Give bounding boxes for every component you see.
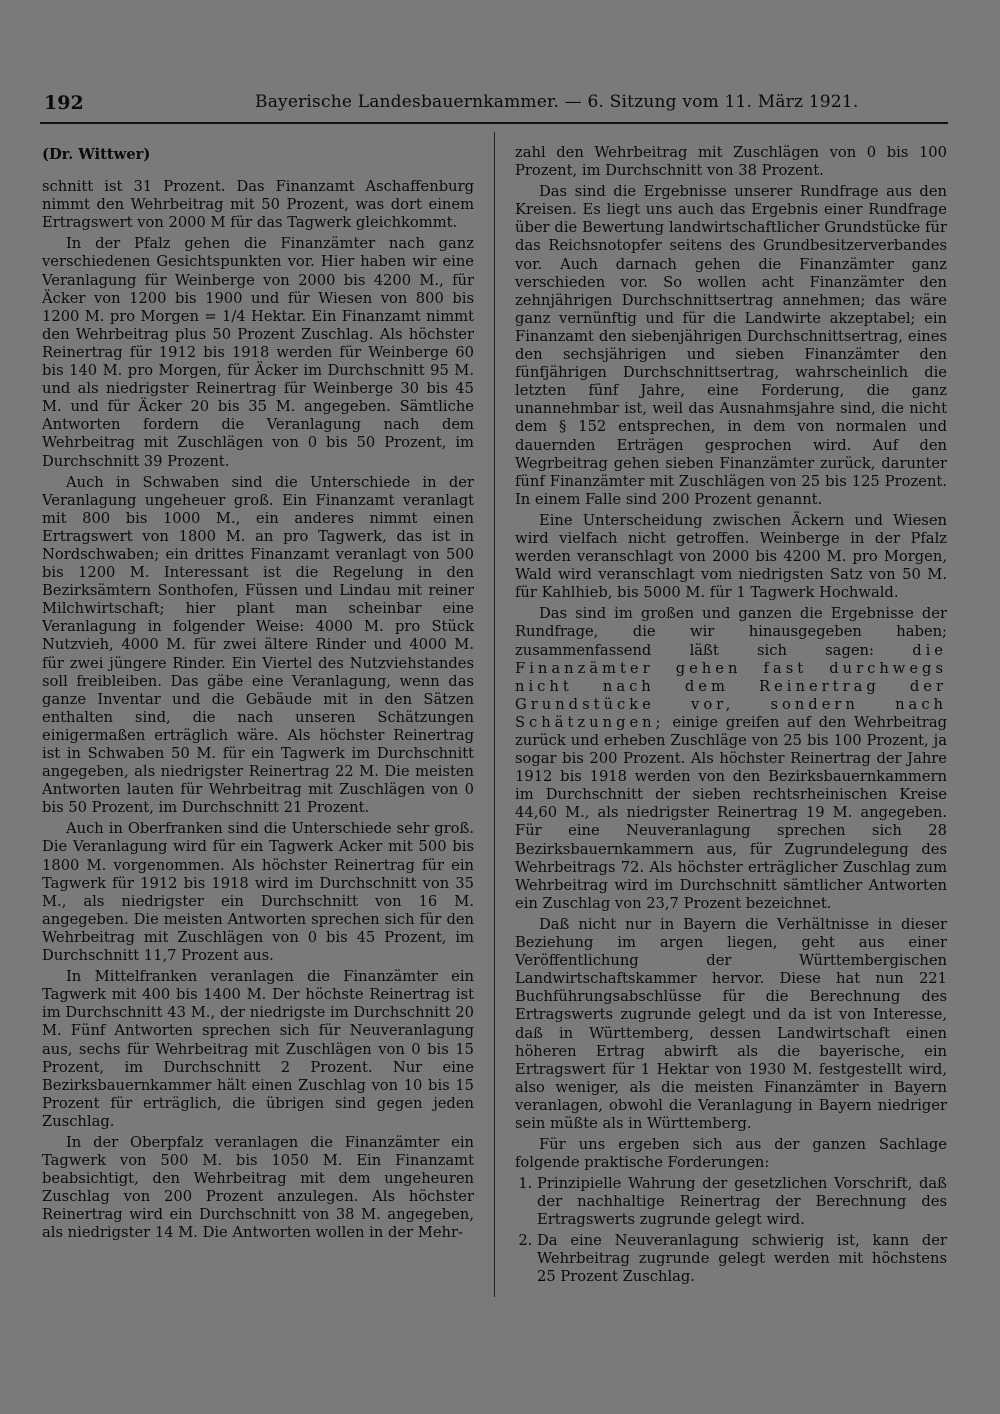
running-title: Bayerische Landesbauernkammer. — 6. Sitzung vom 11. März 1921. <box>255 92 859 112</box>
demands-list <box>515 1175 947 1286</box>
paragraph-text: einige greifen auf den Wehrbeitrag zurück und erheben Zuschläge von 25 bis 100 Prozent, ja sogar bis 200 Prozent. Als höchster Reinertrag der Jahre 1912 bis 1918 werden von den Bezirksbauernkammern im Durchschnitt der sieben rechtsrheinischen Kreise 44,60 M., als niedrigster Reinertrag 19 M. angegeben. Für eine Neuveranlagung sprechen sich 28 Bezirksbauernkammern aus, für Zugrundelegung des Wehrbeitrags 72. Als höchster erträglicher Zuschlag zum Wehrbeitrag wird im Durchschnitt sämtlicher Antworten ein Zuschlag von 23,7 Prozent bezeichnet. <box>515 713 947 912</box>
paragraph: Auch in Oberfranken sind die Unterschiede sehr groß. Die Veranlagung wird für ein Tagwerk Acker mit 500 bis 1800 M. vorgenommen. Als höchster Reinertrag für ein Tagwerk für 1912 bis 1918 wird im Durchschnitt von 35 M., als niedrigster ein Durchschnitt von 16 M. angegeben. Die meisten Antworten sprechen sich für den Wehrbeitrag mit Zuschlägen von 0 bis 45 Prozent, im Durchschnitt 11,7 Prozent aus. <box>42 820 474 965</box>
emphasized-text: die Finanzämter gehen fast durchwegs nicht nach dem Reinertrag der Grundstücke vor, sondern nach Schätzungen; <box>515 641 947 731</box>
paragraph: In der Pfalz gehen die Finanzämter nach ganz verschiedenen Gesichtspunkten vor. Hier haben wir eine Veranlagung für Weinberge von 2000 bis 4200 M., für Äcker von 1200 bis 1900 und für Wiesen von 800 bis 1200 M. pro Morgen = 1/4 Hektar. Ein Finanzamt nimmt den Wehrbeitrag plus 50 Prozent Zuschlag. Als höchster Reinertrag für 1912 bis 1918 werden für Weinberge 60 bis 140 M. pro Morgen, für Äcker im Durchschnitt 95 M. und als niedrigster Reinertrag für Weinberge 30 bis 45 M. und für Äcker 20 bis 35 M. angegeben. Sämtliche Antworten fordern die Veranlagung nach dem Wehrbeitrag mit Zuschlägen von 0 bis 50 Prozent, im Durchschnitt 39 Prozent. <box>42 235 474 470</box>
list-item: 2. Da eine Neuveranlagung schwierig ist, kann der Wehrbeitrag zugrunde gelegt werden mit höchstens 25 Prozent Zuschlag. <box>537 1232 947 1286</box>
paragraph: Auch in Schwaben sind die Unterschiede in der Veranlagung ungeheuer groß. Ein Finanzamt veranlagt mit 800 bis 1000 M., ein anderes nimmt einen Ertragswert von 1800 M. an pro Tagwerk, das ist in Nordschwaben; ein drittes Finanzamt veranlagt von 500 bis 1200 M. Interessant ist die Regelung in den Bezirksämtern Sonthofen, Füssen und Lindau mit reiner Milchwirtschaft; hier plant man scheinbar eine Veranlagung in folgender Weise: 4000 M. pro Stück Nutzvieh, 4000 M. für zwei ältere Rinder und 4000 M. für zwei jüngere Rinder. Ein Viertel des Nutzviehstandes soll freibleiben. Das gäbe eine Veranlagung, wenn das ganze Inventar und die Gebäude mit in den Sätzen enthalten sind, die nach unseren Schätzungen einigermaßen erträglich wäre. Als höchster Reinertrag ist in Schwaben 50 M. für ein Tagwerk im Durchschnitt angegeben, als niedrigster Reinertrag 22 M. Die meisten Antworten lauten für Wehrbeitrag mit Zuschlägen von 0 bis 50 Prozent, im Durchschnitt 21 Prozent. <box>42 473 474 817</box>
paragraph: schnitt ist 31 Prozent. Das Finanzamt Aschaffenburg nimmt den Wehrbeitrag mit 50 Prozent, was dort einem Ertragswert von 2000 M für das Tagwerk gleichkommt. <box>42 178 474 232</box>
page-header <box>40 92 946 118</box>
paragraph: Das sind die Ergebnisse unserer Rundfrage aus den Kreisen. Es liegt uns auch das Ergebnis einer Rundfrage über die Bewertung landwirtschaftlicher Grundstücke für das Reichsnotopfer seitens des Grundbesitzerverbandes vor. Auch darnach gehen die Finanzämter ganz verschieden vor. So wollen acht Finanzämter den zehnjährigen Durchschnittsertrag annehmen; das wäre ganz vernünftig und für die Landwirte akzeptabel; ein Finanzamt den siebenjährigen Durchschnittsertrag, eines den sechsjährigen und sieben Finanzämter den fünfjährigen Durchschnittsertrag, wahrscheinlich die letzten fünf Jahre, eine Forderung, die ganz unannehmbar ist, weil das Ausnahmsjahre sind, die nicht dem § 152 entsprechen, in dem von normalen und dauernden Erträgen gesprochen wird. Auf den Wegrbeitrag gehen sieben Finanzämter zurück, darunter fünf Finanzämter mit Zuschlägen von 25 bis 125 Prozent. In einem Falle sind 200 Prozent genannt. <box>515 183 947 508</box>
right-column <box>515 144 947 1294</box>
paragraph: In der Oberpfalz veranlagen die Finanzämter ein Tagwerk von 500 M. bis 1050 M. Ein Finanzamt beabsichtigt, den Wehrbeitrag mit dem ungeheuren Zuschlag von 200 Prozent anzulegen. Als höchster Reinertrag wird ein Durchschnitt von 38 M. angegeben, als niedrigster 14 M. Die Antworten wollen in der Mehr- <box>42 1133 474 1242</box>
list-item: 1. Prinzipielle Wahrung der gesetzlichen Vorschrift, daß der nachhaltige Reinertrag der Berechnung des Ertragswerts zugrunde gelegt wird. <box>537 1175 947 1229</box>
paragraph: In Mittelfranken veranlagen die Finanzämter ein Tagwerk mit 400 bis 1400 M. Der höchste Reinertrag ist im Durchschnitt 43 M., der niedrigste im Durchschnitt 20 M. Fünf Antworten sprechen sich für Neuveranlagung aus, sechs für Wehrbeitrag mit Zuschlägen von 0 bis 15 Prozent, im Durchschnitt 2 Prozent. Nur eine Bezirksbauernkammer hält einen Zuschlag von 10 bis 15 Prozent für erträglich, die übrigen sind gegen jeden Zuschlag. <box>42 968 474 1130</box>
paragraph: Für uns ergeben sich aus der ganzen Sachlage folgende praktische Forderungen: <box>515 1136 947 1172</box>
paragraph: zahl den Wehrbeitrag mit Zuschlägen von 0 bis 100 Prozent, im Durchschnitt von 38 Prozent. <box>515 144 947 180</box>
paragraph-text: Das sind im großen und ganzen die Ergebnisse der Rundfrage, die wir hinausgegeben haben; zusammenfassend läßt sich sagen: <box>515 605 947 659</box>
page-number: 192 <box>44 92 84 114</box>
paragraph: Eine Unterscheidung zwischen Äckern und Wiesen wird vielfach nicht getroffen. Weinberge in der Pfalz werden veranschlagt von 2000 bis 4200 M. pro Morgen, Wald wird veranschlagt vom niedrigsten Satz von 50 M. für Kahlhieb, bis 5000 M. für 1 Tagwerk Hochwald. <box>515 511 947 602</box>
speaker-label: (Dr. Wittwer) <box>42 146 151 163</box>
paragraph: Daß nicht nur in Bayern die Verhältnisse in dieser Beziehung im argen liegen, geht aus einer Veröffentlichung der Württembergischen Landwirtschaftskammer hervor. Diese hat nun 221 Buchführungsabschlüsse für die Berechnung des Ertragswerts zugrunde gelegt und da ist von Interesse, daß in Württemberg, dessen Landwirtschaft einen höheren Ertrag abwirft als die bayerische, ein Ertragswert für 1 Hektar von 1930 M. festgestellt wird, also weniger, als die meisten Finanzämter in Bayern veranlagen, obwohl die Veranlagung in Bayern niedriger sein müßte als in Württemberg. <box>515 915 947 1132</box>
column-divider <box>494 132 495 1297</box>
left-column <box>42 142 474 1302</box>
paragraph <box>515 605 947 913</box>
header-rule <box>40 122 948 124</box>
